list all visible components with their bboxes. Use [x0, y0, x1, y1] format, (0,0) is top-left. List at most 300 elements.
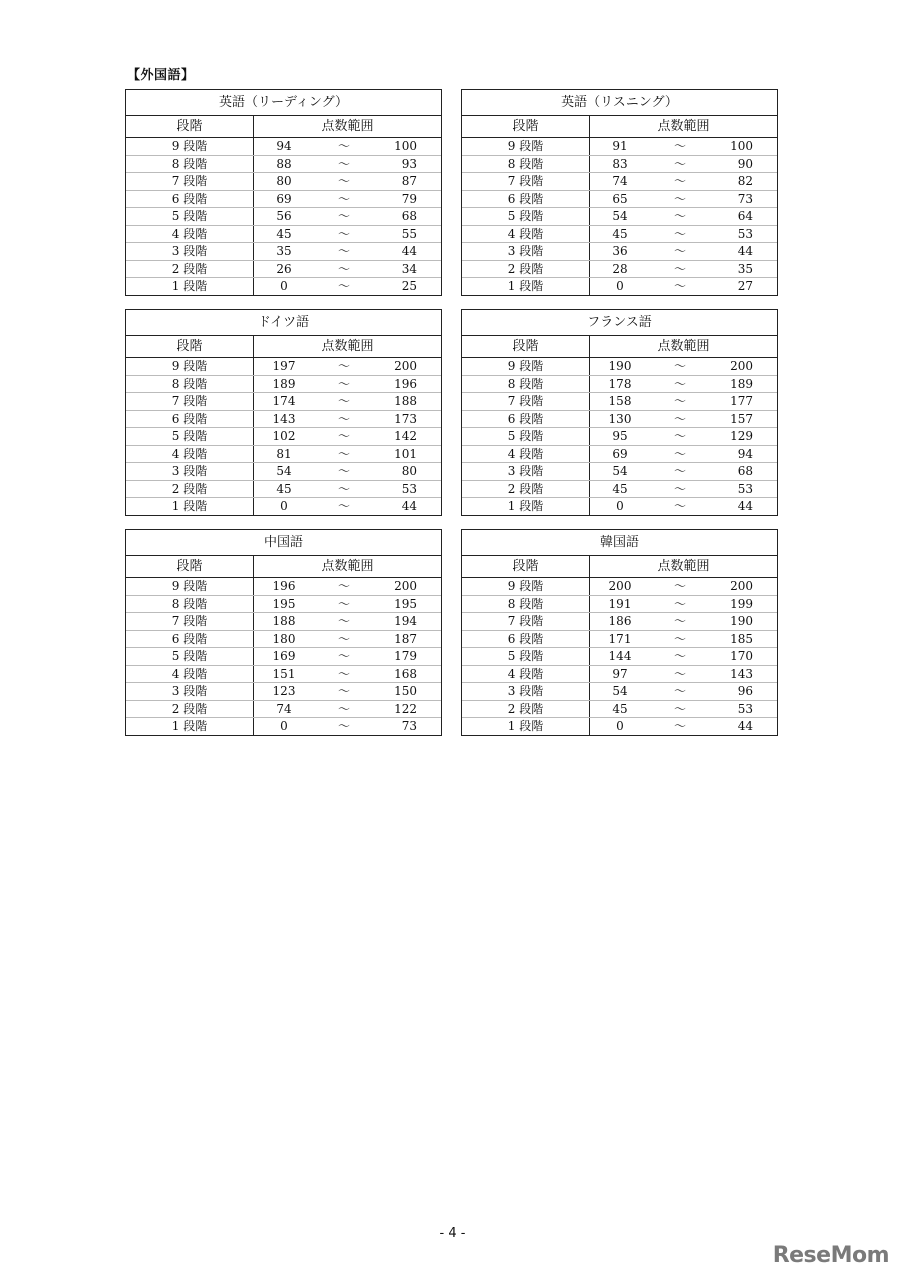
tilde-cell: 〜 — [673, 191, 686, 206]
level-cell: 7 段階 — [126, 613, 254, 630]
table-row — [462, 375, 777, 393]
column-header-row — [462, 116, 777, 138]
low-score-cell: 130 — [608, 411, 632, 426]
tilde-cell: 〜 — [673, 719, 686, 733]
tilde-cell: 〜 — [673, 596, 686, 611]
level-cell: 5 段階 — [126, 428, 254, 445]
table-title: 英語（リスニング） — [462, 90, 777, 116]
level-column-header: 段階 — [462, 116, 590, 137]
level-cell: 8 段階 — [126, 376, 254, 393]
low-score-cell: 0 — [616, 499, 624, 513]
level-cell: 9 段階 — [126, 358, 254, 375]
level-cell: 2 段階 — [126, 261, 254, 278]
high-score-cell: 44 — [737, 499, 753, 513]
range-column-header: 点数範囲 — [657, 119, 710, 134]
table-row — [462, 682, 777, 700]
low-score-cell: 195 — [272, 596, 296, 611]
high-score-cell: 173 — [394, 411, 417, 426]
high-score-cell: 79 — [401, 191, 417, 206]
high-score-cell: 25 — [401, 279, 417, 293]
tilde-cell: 〜 — [673, 411, 686, 426]
low-score-cell: 94 — [276, 139, 292, 153]
low-score-cell: 169 — [272, 649, 296, 663]
tilde-cell: 〜 — [337, 394, 350, 408]
low-score-cell: 54 — [612, 209, 628, 223]
range-column-header: 点数範囲 — [657, 559, 710, 574]
level-cell: 4 段階 — [462, 226, 590, 243]
tilde-cell: 〜 — [673, 464, 686, 478]
high-score-cell: 200 — [730, 359, 753, 373]
level-cell: 1 段階 — [462, 498, 590, 515]
table-row — [126, 497, 441, 515]
high-score-cell: 157 — [730, 411, 753, 426]
level-cell: 3 段階 — [462, 463, 590, 480]
low-score-cell: 45 — [612, 226, 628, 241]
table-row — [462, 277, 777, 295]
high-score-cell: 68 — [401, 209, 417, 223]
level-column-header: 段階 — [126, 116, 254, 137]
high-score-cell: 73 — [401, 719, 417, 733]
level-cell: 4 段階 — [126, 226, 254, 243]
table-row — [462, 578, 777, 595]
high-score-cell: 44 — [737, 719, 753, 733]
low-score-cell: 35 — [276, 244, 292, 258]
table-row — [126, 682, 441, 700]
level-cell: 2 段階 — [126, 481, 254, 498]
table-french — [461, 309, 778, 516]
table-row — [462, 427, 777, 445]
high-score-cell: 195 — [394, 596, 417, 611]
table-row — [462, 445, 777, 463]
high-score-cell: 53 — [737, 226, 753, 241]
tilde-cell: 〜 — [673, 139, 686, 153]
level-cell: 4 段階 — [462, 446, 590, 463]
low-score-cell: 95 — [612, 429, 628, 443]
level-cell: 3 段階 — [462, 683, 590, 700]
table-row — [126, 647, 441, 665]
table-title: 英語（リーディング） — [126, 90, 441, 116]
tilde-cell: 〜 — [337, 701, 350, 716]
tilde-cell: 〜 — [673, 631, 686, 646]
table-german — [125, 309, 442, 516]
level-cell: 6 段階 — [126, 411, 254, 428]
low-score-cell: 123 — [272, 684, 296, 698]
table-row — [126, 242, 441, 260]
level-cell: 2 段階 — [126, 701, 254, 718]
tilde-cell: 〜 — [337, 614, 350, 628]
table-row — [462, 207, 777, 225]
tilde-cell: 〜 — [337, 481, 350, 496]
low-score-cell: 200 — [608, 579, 632, 593]
table-row — [126, 665, 441, 683]
level-column-header: 段階 — [126, 336, 254, 357]
column-header-row — [462, 336, 777, 358]
level-cell: 4 段階 — [126, 666, 254, 683]
table-row — [462, 665, 777, 683]
low-score-cell: 188 — [272, 614, 296, 628]
high-score-cell: 80 — [401, 464, 417, 478]
low-score-cell: 174 — [272, 394, 296, 408]
level-cell: 3 段階 — [126, 683, 254, 700]
tilde-cell: 〜 — [337, 596, 350, 611]
range-column-header: 点数範囲 — [321, 559, 374, 574]
table-row — [126, 277, 441, 295]
high-score-cell: 68 — [737, 464, 753, 478]
level-cell: 5 段階 — [462, 648, 590, 665]
table-row — [126, 700, 441, 718]
tilde-cell: 〜 — [673, 666, 686, 681]
high-score-cell: 143 — [730, 666, 753, 681]
tilde-cell: 〜 — [673, 499, 686, 513]
tilde-cell: 〜 — [337, 376, 350, 391]
high-score-cell: 53 — [737, 701, 753, 716]
high-score-cell: 94 — [737, 446, 753, 461]
low-score-cell: 102 — [272, 429, 296, 443]
table-chinese — [125, 529, 442, 736]
table-row — [126, 207, 441, 225]
tilde-cell: 〜 — [673, 244, 686, 258]
level-cell: 7 段階 — [462, 173, 590, 190]
page-number: - 4 - — [439, 1226, 466, 1241]
level-cell: 1 段階 — [462, 278, 590, 295]
level-cell: 5 段階 — [462, 208, 590, 225]
level-cell: 1 段階 — [126, 278, 254, 295]
high-score-cell: 200 — [394, 579, 417, 593]
table-row — [462, 358, 777, 375]
low-score-cell: 54 — [276, 464, 292, 478]
high-score-cell: 187 — [394, 631, 417, 646]
high-score-cell: 194 — [394, 614, 417, 628]
level-cell: 6 段階 — [126, 631, 254, 648]
table-row — [126, 190, 441, 208]
tilde-cell: 〜 — [673, 209, 686, 223]
low-score-cell: 36 — [612, 244, 628, 258]
table-row — [126, 138, 441, 155]
high-score-cell: 177 — [730, 394, 753, 408]
table-row — [126, 375, 441, 393]
table-row — [462, 410, 777, 428]
column-header-row — [126, 556, 441, 578]
tilde-cell: 〜 — [337, 359, 350, 373]
low-score-cell: 158 — [608, 394, 632, 408]
table-row — [126, 445, 441, 463]
table-row — [462, 260, 777, 278]
table-row — [126, 358, 441, 375]
high-score-cell: 53 — [737, 481, 753, 496]
high-score-cell: 142 — [394, 429, 417, 443]
table-row — [126, 225, 441, 243]
range-column-header: 点数範囲 — [657, 339, 710, 354]
table-row — [126, 595, 441, 613]
tilde-cell: 〜 — [337, 631, 350, 646]
level-cell: 3 段階 — [462, 243, 590, 260]
tilde-cell: 〜 — [673, 649, 686, 663]
tilde-cell: 〜 — [337, 139, 350, 153]
low-score-cell: 69 — [276, 191, 292, 206]
table-row — [462, 630, 777, 648]
level-cell: 4 段階 — [126, 446, 254, 463]
table-row — [462, 595, 777, 613]
table-row — [462, 647, 777, 665]
table-row — [126, 462, 441, 480]
tilde-cell: 〜 — [337, 649, 350, 663]
tilde-cell: 〜 — [337, 719, 350, 733]
tilde-cell: 〜 — [673, 446, 686, 461]
low-score-cell: 28 — [612, 261, 628, 276]
level-cell: 5 段階 — [126, 208, 254, 225]
high-score-cell: 101 — [394, 446, 417, 461]
table-row — [462, 497, 777, 515]
level-cell: 9 段階 — [462, 358, 590, 375]
column-header-row — [462, 556, 777, 578]
level-cell: 9 段階 — [462, 578, 590, 595]
tilde-cell: 〜 — [337, 191, 350, 206]
tilde-cell: 〜 — [673, 701, 686, 716]
low-score-cell: 91 — [612, 139, 628, 153]
high-score-cell: 188 — [394, 394, 417, 408]
low-score-cell: 143 — [272, 411, 296, 426]
high-score-cell: 87 — [401, 174, 417, 188]
range-column-header: 点数範囲 — [321, 119, 374, 134]
high-score-cell: 44 — [401, 244, 417, 258]
tilde-cell: 〜 — [673, 481, 686, 496]
level-cell: 3 段階 — [126, 243, 254, 260]
level-cell: 4 段階 — [462, 666, 590, 683]
high-score-cell: 190 — [730, 614, 753, 628]
level-cell: 7 段階 — [126, 393, 254, 410]
tilde-cell: 〜 — [337, 174, 350, 188]
low-score-cell: 88 — [276, 156, 292, 171]
table-row — [462, 700, 777, 718]
low-score-cell: 180 — [272, 631, 296, 646]
range-column-header: 点数範囲 — [321, 339, 374, 354]
high-score-cell: 55 — [401, 226, 417, 241]
table-row — [462, 225, 777, 243]
level-cell: 9 段階 — [126, 138, 254, 155]
table-row — [126, 717, 441, 735]
tilde-cell: 〜 — [673, 156, 686, 171]
level-cell: 2 段階 — [462, 261, 590, 278]
tilde-cell: 〜 — [673, 429, 686, 443]
low-score-cell: 45 — [276, 481, 292, 496]
low-score-cell: 0 — [280, 499, 288, 513]
table-row — [462, 717, 777, 735]
high-score-cell: 90 — [737, 156, 753, 171]
high-score-cell: 96 — [737, 684, 753, 698]
high-score-cell: 168 — [394, 666, 417, 681]
high-score-cell: 196 — [394, 376, 417, 391]
level-cell: 8 段階 — [462, 156, 590, 173]
tilde-cell: 〜 — [337, 666, 350, 681]
level-cell: 5 段階 — [126, 648, 254, 665]
low-score-cell: 0 — [616, 279, 624, 293]
table-row — [126, 630, 441, 648]
level-column-header: 段階 — [462, 336, 590, 357]
table-row — [462, 138, 777, 155]
level-cell: 6 段階 — [126, 191, 254, 208]
high-score-cell: 64 — [737, 209, 753, 223]
tilde-cell: 〜 — [673, 359, 686, 373]
high-score-cell: 185 — [730, 631, 753, 646]
table-title: ドイツ語 — [126, 310, 441, 336]
table-row — [462, 190, 777, 208]
tilde-cell: 〜 — [673, 174, 686, 188]
table-row — [462, 612, 777, 630]
level-cell: 8 段階 — [462, 376, 590, 393]
high-score-cell: 122 — [394, 701, 417, 716]
level-cell: 5 段階 — [462, 428, 590, 445]
level-cell: 8 段階 — [126, 596, 254, 613]
tilde-cell: 〜 — [337, 429, 350, 443]
level-cell: 9 段階 — [126, 578, 254, 595]
tilde-cell: 〜 — [673, 684, 686, 698]
table-title: 韓国語 — [462, 530, 777, 556]
tilde-cell: 〜 — [337, 209, 350, 223]
table-row — [126, 410, 441, 428]
low-score-cell: 83 — [612, 156, 628, 171]
level-cell: 6 段階 — [462, 411, 590, 428]
high-score-cell: 44 — [401, 499, 417, 513]
table-row — [462, 172, 777, 190]
table-row — [126, 260, 441, 278]
low-score-cell: 45 — [612, 481, 628, 496]
level-cell: 7 段階 — [462, 393, 590, 410]
high-score-cell: 44 — [737, 244, 753, 258]
level-cell: 7 段階 — [462, 613, 590, 630]
low-score-cell: 97 — [612, 666, 628, 681]
tilde-cell: 〜 — [673, 579, 686, 593]
column-header-row — [126, 336, 441, 358]
low-score-cell: 80 — [276, 174, 292, 188]
low-score-cell: 171 — [608, 631, 632, 646]
low-score-cell: 45 — [276, 226, 292, 241]
level-cell: 6 段階 — [462, 191, 590, 208]
level-cell: 8 段階 — [126, 156, 254, 173]
low-score-cell: 65 — [612, 191, 628, 206]
low-score-cell: 190 — [608, 359, 632, 373]
table-english-listening — [461, 89, 778, 296]
level-cell: 9 段階 — [462, 138, 590, 155]
low-score-cell: 54 — [612, 684, 628, 698]
table-row — [126, 392, 441, 410]
high-score-cell: 27 — [737, 279, 753, 293]
high-score-cell: 53 — [401, 481, 417, 496]
tilde-cell: 〜 — [337, 226, 350, 241]
table-row — [462, 392, 777, 410]
tilde-cell: 〜 — [673, 394, 686, 408]
table-korean — [461, 529, 778, 736]
low-score-cell: 26 — [276, 261, 292, 276]
high-score-cell: 200 — [730, 579, 753, 593]
low-score-cell: 0 — [616, 719, 624, 733]
high-score-cell: 82 — [737, 174, 753, 188]
section-title: 【外国語】 — [127, 68, 195, 83]
low-score-cell: 0 — [280, 279, 288, 293]
high-score-cell: 150 — [394, 684, 417, 698]
low-score-cell: 151 — [272, 666, 296, 681]
tilde-cell: 〜 — [673, 226, 686, 241]
high-score-cell: 170 — [730, 649, 753, 663]
tilde-cell: 〜 — [337, 261, 350, 276]
high-score-cell: 199 — [730, 596, 753, 611]
table-row — [462, 462, 777, 480]
table-row — [462, 242, 777, 260]
tilde-cell: 〜 — [337, 156, 350, 171]
tilde-cell: 〜 — [337, 464, 350, 478]
high-score-cell: 179 — [394, 649, 417, 663]
level-cell: 3 段階 — [126, 463, 254, 480]
tilde-cell: 〜 — [337, 411, 350, 426]
table-row — [462, 155, 777, 173]
high-score-cell: 200 — [394, 359, 417, 373]
high-score-cell: 34 — [401, 261, 417, 276]
low-score-cell: 54 — [612, 464, 628, 478]
table-title: フランス語 — [462, 310, 777, 336]
low-score-cell: 191 — [608, 596, 632, 611]
tilde-cell: 〜 — [337, 279, 350, 293]
level-cell: 6 段階 — [462, 631, 590, 648]
tilde-cell: 〜 — [673, 376, 686, 391]
low-score-cell: 69 — [612, 446, 628, 461]
tilde-cell: 〜 — [337, 579, 350, 593]
table-row — [126, 155, 441, 173]
high-score-cell: 189 — [730, 376, 753, 391]
level-column-header: 段階 — [126, 556, 254, 577]
low-score-cell: 0 — [280, 719, 288, 733]
table-row — [126, 612, 441, 630]
tilde-cell: 〜 — [673, 279, 686, 293]
high-score-cell: 100 — [394, 139, 417, 153]
low-score-cell: 56 — [276, 209, 292, 223]
low-score-cell: 74 — [276, 701, 292, 716]
table-row — [126, 172, 441, 190]
low-score-cell: 189 — [272, 376, 296, 391]
low-score-cell: 178 — [608, 376, 632, 391]
level-column-header: 段階 — [462, 556, 590, 577]
low-score-cell: 74 — [612, 174, 628, 188]
high-score-cell: 129 — [730, 429, 753, 443]
high-score-cell: 100 — [730, 139, 753, 153]
tilde-cell: 〜 — [337, 684, 350, 698]
low-score-cell: 196 — [272, 579, 296, 593]
tilde-cell: 〜 — [673, 261, 686, 276]
table-english-reading — [125, 89, 442, 296]
level-cell: 1 段階 — [126, 718, 254, 735]
table-row — [126, 480, 441, 498]
table-row — [462, 480, 777, 498]
level-cell: 2 段階 — [462, 481, 590, 498]
table-row — [126, 578, 441, 595]
high-score-cell: 93 — [401, 156, 417, 171]
tilde-cell: 〜 — [337, 446, 350, 461]
tilde-cell: 〜 — [337, 244, 350, 258]
low-score-cell: 144 — [608, 649, 632, 663]
table-title: 中国語 — [126, 530, 441, 556]
low-score-cell: 45 — [612, 701, 628, 716]
high-score-cell: 35 — [737, 261, 753, 276]
level-cell: 8 段階 — [462, 596, 590, 613]
resemom-logo: ReseMom — [772, 1243, 889, 1268]
table-row — [126, 427, 441, 445]
level-cell: 1 段階 — [126, 498, 254, 515]
column-header-row — [126, 116, 441, 138]
low-score-cell: 81 — [276, 446, 292, 461]
tilde-cell: 〜 — [337, 499, 350, 513]
low-score-cell: 186 — [608, 614, 632, 628]
tilde-cell: 〜 — [673, 614, 686, 628]
level-cell: 2 段階 — [462, 701, 590, 718]
level-cell: 1 段階 — [462, 718, 590, 735]
